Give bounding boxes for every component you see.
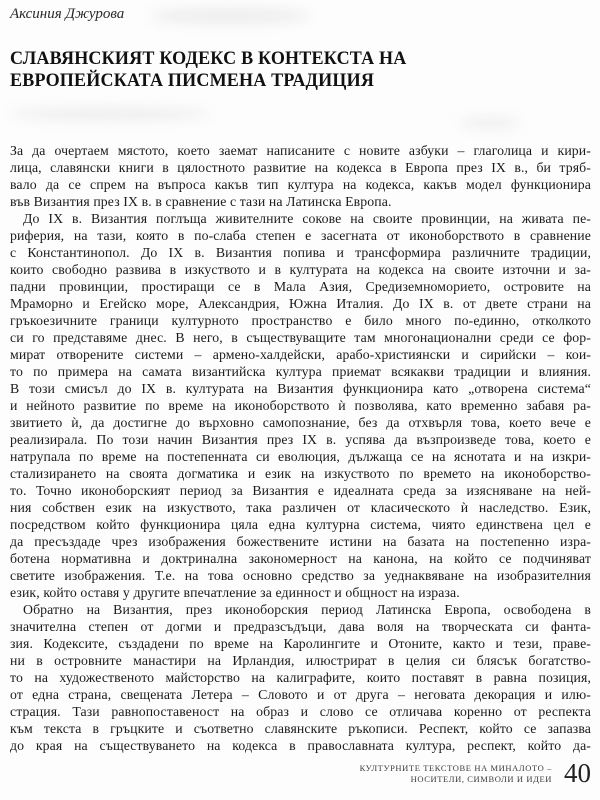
title-line-2: ЕВРОПЕЙСКАТА ПИСМЕНА ТРАДИЦИЯ — [10, 69, 375, 91]
text-line: си го представяме днес. В него, в съществуващите там многонационални среди се фор- — [10, 330, 591, 345]
text-line: към текста в гръцките и съответно славянските ръкописи. Респект, който се запазва — [10, 721, 591, 736]
text-line: да пресъздаде чрез изображения божествените истини на базата на постепенно изра- — [10, 534, 591, 549]
text-line: посредством който функционира цяла една културна система, чиято единствена цел е — [10, 517, 591, 532]
paragraph — [10, 142, 591, 210]
series-title — [360, 763, 552, 784]
text-line: гръкоезичните граници културното пространство е било много по-единно, отколкото — [10, 313, 591, 328]
text-line: то. Точно иконоборският период за Византия е идеалната среда за изясняване на ней- — [10, 483, 591, 498]
title-line-1: СЛАВЯНСКИЯТ КОДЕКС В КОНТЕКСТА НА — [10, 48, 407, 69]
series-title-line-2: НОСИТЕЛИ, СИМВОЛИ И ИДЕИ — [410, 773, 552, 784]
text-line: от една страна, свещената Летера – Словото и от друга – неговата декорация и илю- — [10, 687, 591, 702]
text-line: Мраморно и Егейско море, Александрия, Южна Италия. До IX в. от двете страни на — [10, 296, 591, 311]
page-number: 40 — [564, 758, 591, 788]
text-line: риферия, на тази, която в по-слаба степен е засегната от иконоборството в сравнение — [10, 228, 591, 243]
scan-smudge — [460, 118, 520, 128]
text-line: с Константинопол. До IX в. Византия попива и трансформира различните традиции, — [10, 245, 591, 260]
text-line: зия. Кодексите, създадени по време на Каролингите и Отоните, както и тези, праве- — [10, 636, 591, 651]
text-line: страция. Тази равнопоставеност на образ и слово се отличава коренно от респекта — [10, 704, 591, 719]
text-line: които свободно развива в изкуството и в културата на кодекса на своите източни и за- — [10, 262, 591, 277]
text-line: значителна степен от догми и предразсъдъци, дава воля на творческата си фанта- — [10, 619, 591, 634]
text-line: натрупала по време на постепенната си еволюция, дължаща се на яснотата и на изкри- — [10, 449, 591, 464]
text-line: език, който оставя у другите впечатление за единност и общност на израза. — [10, 585, 460, 600]
text-line: стализирането на своята догматика и език на изкуството по времето на иконоборство- — [10, 466, 591, 481]
text-line: ния собствен език на изкуството, така различен от класическото ѝ наследство. Език, — [10, 500, 591, 515]
paragraph — [10, 601, 591, 754]
text-line: във Византия през IX в. в сравнение с тази на Латинска Европа. — [10, 194, 392, 209]
text-line: звитието ѝ, да достигне до върховно самопознание, без да отхвърля това, което вече е — [10, 415, 591, 430]
text-line: то на художественото майсторство на калиграфите, които поставят в равна позиция, — [10, 670, 591, 685]
text-line: и нейното развитие по време на иконоборството ѝ позволява, като временно забавя ра- — [10, 398, 591, 413]
text-line: ни в островните манастири на Ирландия, илюстрират в целия си блясък богатство- — [10, 653, 591, 668]
page-footer — [360, 760, 591, 787]
text-line: лица, славянски книги в цялостното развитие на кодекса в Европа през IX в., би тряб- — [10, 160, 591, 175]
text-line: мират отворените системи – армено-халдейски, арабо-християнски и сирийски – кои- — [10, 347, 591, 362]
author-name: Аксиния Джурова — [10, 6, 125, 22]
series-title-line-1: КУЛТУРНИТЕ ТЕКСТОВЕ НА МИНАЛОТО – — [359, 763, 552, 773]
text-line: вало да се спрем на въпроса какъв тип култура на кодекса, какъв модел функционира — [10, 177, 591, 192]
body-text — [10, 142, 591, 754]
scan-smudge — [10, 108, 210, 120]
page-title — [10, 48, 562, 91]
text-line: падни провинции, простиращи се в Мала Азия, Средиземноморието, островите на — [10, 279, 591, 294]
text-line: ботена нормативна и доктринална закономерност на канона, на който се подчиняват — [10, 551, 591, 566]
text-line: светите изображения. Т.е. на това основно средство за уеднаквяване на изобразителния — [10, 568, 591, 583]
paragraph — [10, 210, 591, 601]
text-line: В този смисъл до IX в. културата на Византия функционира като „отворена система“ — [10, 381, 591, 396]
text-line: За да очертаем мястото, което заемат написаните с новите азбуки – глаголица и кири- — [10, 143, 591, 158]
text-line: Обратно на Византия, през иконоборския период Латинска Европа, освободена в — [23, 602, 591, 617]
text-line: До IX в. Византия поглъща живителните сокове на своите провинции, на живата пе- — [23, 211, 591, 226]
text-line: до края на съществуването на кодекса в православната култура, респект, който да- — [10, 738, 591, 753]
text-line: реализирала. По този начин Византия през IX в. успява да възпроизведе това, което е — [10, 432, 591, 447]
text-line: то по примера на самата византийска култура приемат всякакви традиции и влияния. — [10, 364, 591, 379]
